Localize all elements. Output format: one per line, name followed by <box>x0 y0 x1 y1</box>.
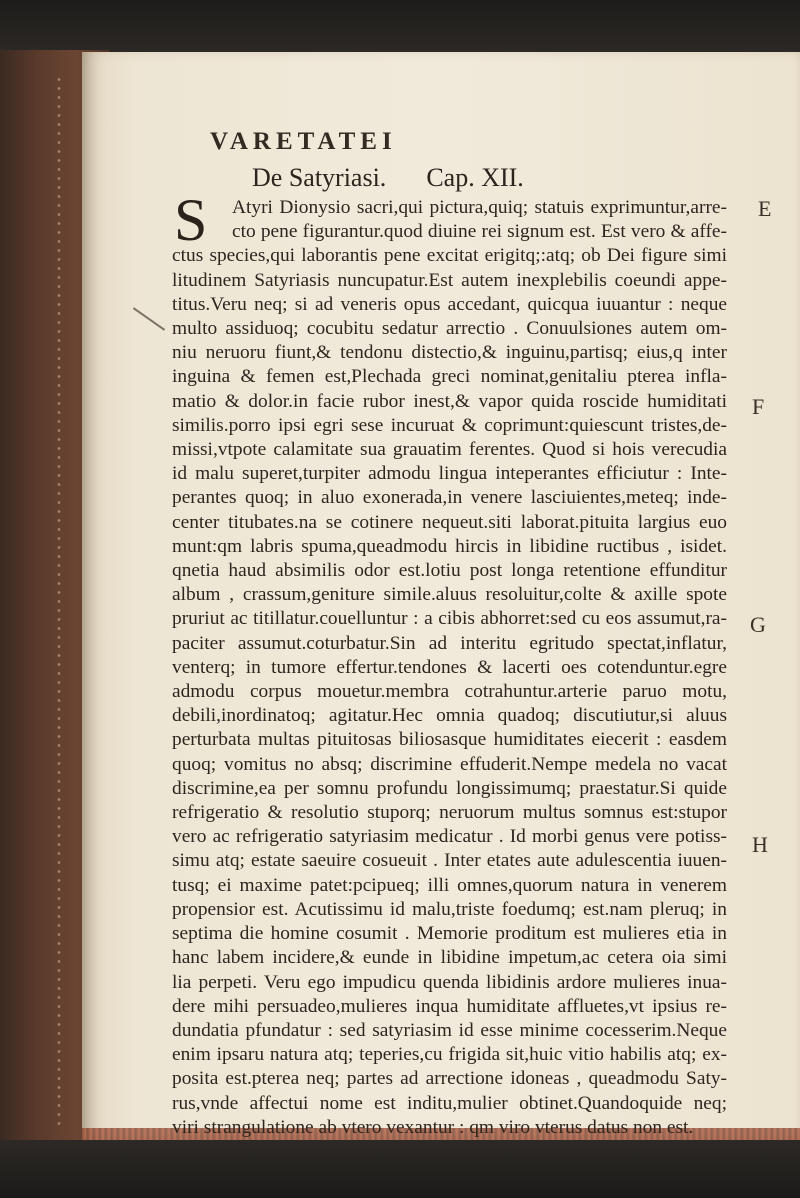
text-line: simu atq; estate saeuire cosueuit . Inter etates aute adulescentia iuuen- <box>172 850 727 872</box>
text-line: Atyri Dionysio sacri,qui pictura,quiq; statuis exprimuntur,arre- <box>232 197 727 218</box>
text-line: tusq; ei maxime patet:pcipueq; illi omnes,quorum natura in venerem <box>172 874 727 896</box>
text-line: perturbata multas pituitosas biliosasque humiditates eiecerit : easdem <box>172 729 727 751</box>
text-line: pruriut ac titillatur.couelluntur : a cibis abhorret:sed cu eos assumut,ra- <box>172 608 727 630</box>
text-line: center titubates.na se cotinere nequeut.siti laborat.pituita largius euo <box>172 511 727 533</box>
text-line: munt:qm labris spuma,queadmodu hircis in libidine ructibus , isidet. <box>172 535 727 557</box>
text-line: qnetia haud absimilis odor est.lotiu post longa retentione effunditur <box>172 560 727 582</box>
margin-letter-h: H <box>752 832 768 857</box>
text-line: propensior est. Acutissimu id malu,triste foedumq; est.nam pleruq; in <box>172 898 727 920</box>
margin-letter-g: G <box>750 612 766 637</box>
text-line: lia perpeti. Veru ego impudicu quenda libidinis ardore mulieres inua- <box>172 971 727 993</box>
text-line: quoq; vomitus no absq; discrimine effuderit.Nempe medela no vacat <box>172 753 727 775</box>
text-line: perantes quoq; in aluo exonerada,in venere lasciuientes,meteq; inde- <box>172 487 727 509</box>
binding-stitching <box>52 75 66 1125</box>
text-line: venterq; in tumore effertur.tendones & lacerti oes cotenduntur.egre <box>172 656 727 678</box>
text-line: rus,vnde affectui nome est inditu,mulier obtinet.Quandoquide neq; <box>172 1092 727 1114</box>
text-line: missi,vtpote calamitate sua grauatim ferentes. Quod si hois verecudia <box>172 439 727 461</box>
text-line: septima die homine cosumit . Memorie proditum est mulieres etia in <box>172 923 727 945</box>
running-head: VARETATEI <box>210 128 397 155</box>
text-line: discrimine,ea per somnu profundu longissimumq; praestatur.Si quide <box>172 777 727 799</box>
chapter-heading <box>252 163 524 193</box>
margin-letter-e: E <box>758 196 772 221</box>
book-cover-bottom <box>0 1140 800 1198</box>
text-line: debili,inordinatoq; agitatur.Hec omnia quadoq; discutiutur,si aluus <box>172 705 727 727</box>
text-line: hanc labem incidere,& eunde in libidine impetum,ac cetera oia simi <box>172 947 727 969</box>
text-line: niu neruoru fiunt,& tendonu distectio,& inguinu,partisq; eius,q inter <box>172 342 727 364</box>
body-text <box>172 196 727 1140</box>
text-line: matio & dolor.in facie rubor inest,& vapor quida roscide humiditati <box>172 390 727 412</box>
text-line: enim ipsaru natura atq; teperies,cu frigida sit,huic vitio habilis atq; ex- <box>172 1044 727 1066</box>
chapter-number: Cap. XII. <box>426 163 524 192</box>
text-line: posita est.pterea neq; partes ad arrectione idoneas , queadmodu Saty- <box>172 1068 727 1090</box>
chapter-title: De Satyriasi. <box>252 163 387 192</box>
text-line: admodu corpus mouetur.membra cotrahuntur.arterie paruo motu, <box>172 681 727 703</box>
text-line: paciter assumut.coturbatur.Sin ad interitu egritudo spectat,inflatur, <box>172 632 727 654</box>
text-line: inguina & femen est,Plechada greci nominat,genitaliu pterea infla- <box>172 366 727 388</box>
text-line: album , crassum,geniture simile.aluus resoluitur,colte & axille spote <box>172 584 727 606</box>
text-line: dundatia pfundatur : sed satyriasim id esse minime cocesserim.Neque <box>172 1019 727 1041</box>
text-line: similis.porro ipsi egri sese incuruat & coprimunt:quiescunt tristes,de- <box>172 414 727 436</box>
text-line: dere mihi persuadeo,mulieres inqua humiditate affluetes,vt ipsius re- <box>172 995 727 1017</box>
text-line: refrigeratio & resolutio stuporq; neruorum multus somnus est:stupor <box>172 802 727 824</box>
text-line: cto pene figurantur.quod diuine rei signum est. Est vero & affe- <box>232 221 727 243</box>
text-line: titus.Veru neq; si ad veneris opus accedant, quicqua iuuantur : neque <box>172 293 727 315</box>
book-cover-top <box>0 0 800 55</box>
text-line: vero ac refrigeratio satyriasim medicatur . Id morbi genus vere potiss- <box>172 826 727 848</box>
text-line: viri strangulatione ab vtero vexantur : qm viro vterus datus non est. <box>172 1116 694 1138</box>
text-line: multo assiduoq; cocubitu sedatur arrectio . Conuulsiones autem om- <box>172 318 727 340</box>
text-line: id malu superet,turpiter admodu lingua inteperantes efficiutur : Inte- <box>172 463 727 485</box>
text-line: litudinem Satyriasis nuncupatur.Est autem inexplebilis coeundi appe- <box>172 269 727 291</box>
drop-cap: S <box>174 187 208 253</box>
margin-letter-f: F <box>752 394 765 419</box>
text-line: ctus species,qui laborantis pene excitat erigitq;:atq; ob Dei figure simi <box>172 245 727 267</box>
